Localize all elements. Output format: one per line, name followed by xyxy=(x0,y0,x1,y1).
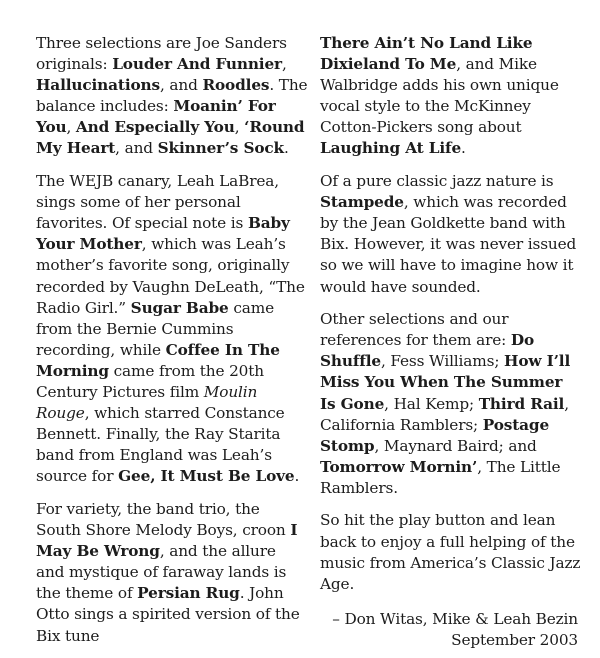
song-title: Gee, It Must Be Love xyxy=(118,467,295,486)
song-title: I May Be Wrong xyxy=(36,521,298,561)
text-span: , which starred Constance Bennett. Finally, the Ray Starita band from England was Leah’s source for xyxy=(36,404,285,486)
song-title: Hallucinations xyxy=(36,76,160,95)
text-span: , which was Leah’s mother’s favorite song, originally recorded by Vaughn DeLeath, “The Radio Girl.” xyxy=(36,235,305,317)
text-span: , Fess Williams; xyxy=(380,352,505,371)
song-title: There Ain’t No Land Like Dixieland To Me xyxy=(320,34,533,74)
song-title: Stampede xyxy=(320,193,404,212)
text-span: . The balance includes: xyxy=(36,76,308,116)
song-title: Third Rail xyxy=(478,394,565,413)
text-span: , California Ramblers; xyxy=(320,394,569,434)
signature-names: – Don Witas, Mike & Leah Bezin xyxy=(332,609,578,628)
text-span: , xyxy=(66,118,76,137)
text-span: came from the Bernie Cummins recording, while xyxy=(36,298,274,359)
text-span: . John Otto sings a spirited version of the Bix tune xyxy=(36,584,300,645)
text-span: Of a pure classic jazz nature is xyxy=(320,172,554,191)
text-span: , Hal Kemp; xyxy=(384,394,479,413)
song-title: Tomorrow Mornin’ xyxy=(320,457,478,476)
text-span: , xyxy=(234,118,245,137)
song-title: Baby Your Mother xyxy=(36,214,290,254)
signature xyxy=(320,609,578,651)
text-span: So hit the play button and lean back to enjoy a full helping of the music from America’s Classic Jazz Age. xyxy=(320,511,581,593)
text-span: , The Little Ramblers. xyxy=(320,457,561,497)
text-span: , and Mike Walbridge adds his own unique vocal style to the McKinney Cotton-Pickers song about xyxy=(320,55,559,137)
text-span: , and xyxy=(159,76,203,95)
song-title: How I’ll Miss You When The Summer Is Gone xyxy=(320,352,571,413)
paragraph-leah-labrea xyxy=(36,171,308,487)
song-title: Roodles xyxy=(202,76,270,95)
text-span: , xyxy=(281,55,287,74)
text-span: . xyxy=(294,467,300,486)
paragraph-other-selections xyxy=(320,309,582,499)
text-span: Three selections are Joe Sanders originals: xyxy=(36,34,287,74)
signature-date: September 2003 xyxy=(451,630,578,649)
song-title: ‘Round My Heart xyxy=(36,118,305,158)
film-title: Moulin Rouge xyxy=(36,383,258,423)
paragraph-joe-sanders xyxy=(36,33,308,160)
song-title: Skinner’s Sock xyxy=(157,139,285,158)
text-span: . xyxy=(284,139,289,158)
text-span: Other selections and our references for them are: xyxy=(320,310,511,350)
text-span: The WEJB canary, Leah LaBrea, sings some of her personal favorites. Of special note is xyxy=(36,172,279,233)
left-column xyxy=(36,33,308,658)
paragraph-stampede xyxy=(320,171,582,298)
song-title: And Especially You xyxy=(75,118,235,137)
paragraph-closing xyxy=(320,510,582,594)
song-title: Do Shuffle xyxy=(320,331,535,371)
paragraph-band-trio xyxy=(36,499,308,647)
song-title: Laughing At Life xyxy=(320,139,462,158)
song-title: Sugar Babe xyxy=(130,298,229,317)
song-title: Persian Rug xyxy=(137,584,240,603)
song-title: Louder And Funnier xyxy=(112,55,282,74)
song-title: Moanin’ For You xyxy=(36,97,276,137)
text-span: For variety, the band trio, the South Shore Melody Boys, croon xyxy=(36,499,291,540)
song-title: Coffee In The Morning xyxy=(36,340,280,380)
text-span: , and xyxy=(115,139,158,158)
right-column xyxy=(320,33,582,651)
text-span: , which was recorded by the Jean Goldkette band with Bix. However, it was never issued so we will have to imagine how it would have sounded. xyxy=(320,193,577,296)
text-span: , Maynard Baird; and xyxy=(374,436,537,455)
song-title: Postage Stomp xyxy=(320,415,550,455)
text-span: , and the allure and mystique of faraway lands is the theme of xyxy=(36,542,287,603)
text-span: came from the 20th Century Pictures film xyxy=(36,361,264,401)
paragraph-mike-walbridge xyxy=(320,33,582,160)
text-span: . xyxy=(461,139,466,158)
